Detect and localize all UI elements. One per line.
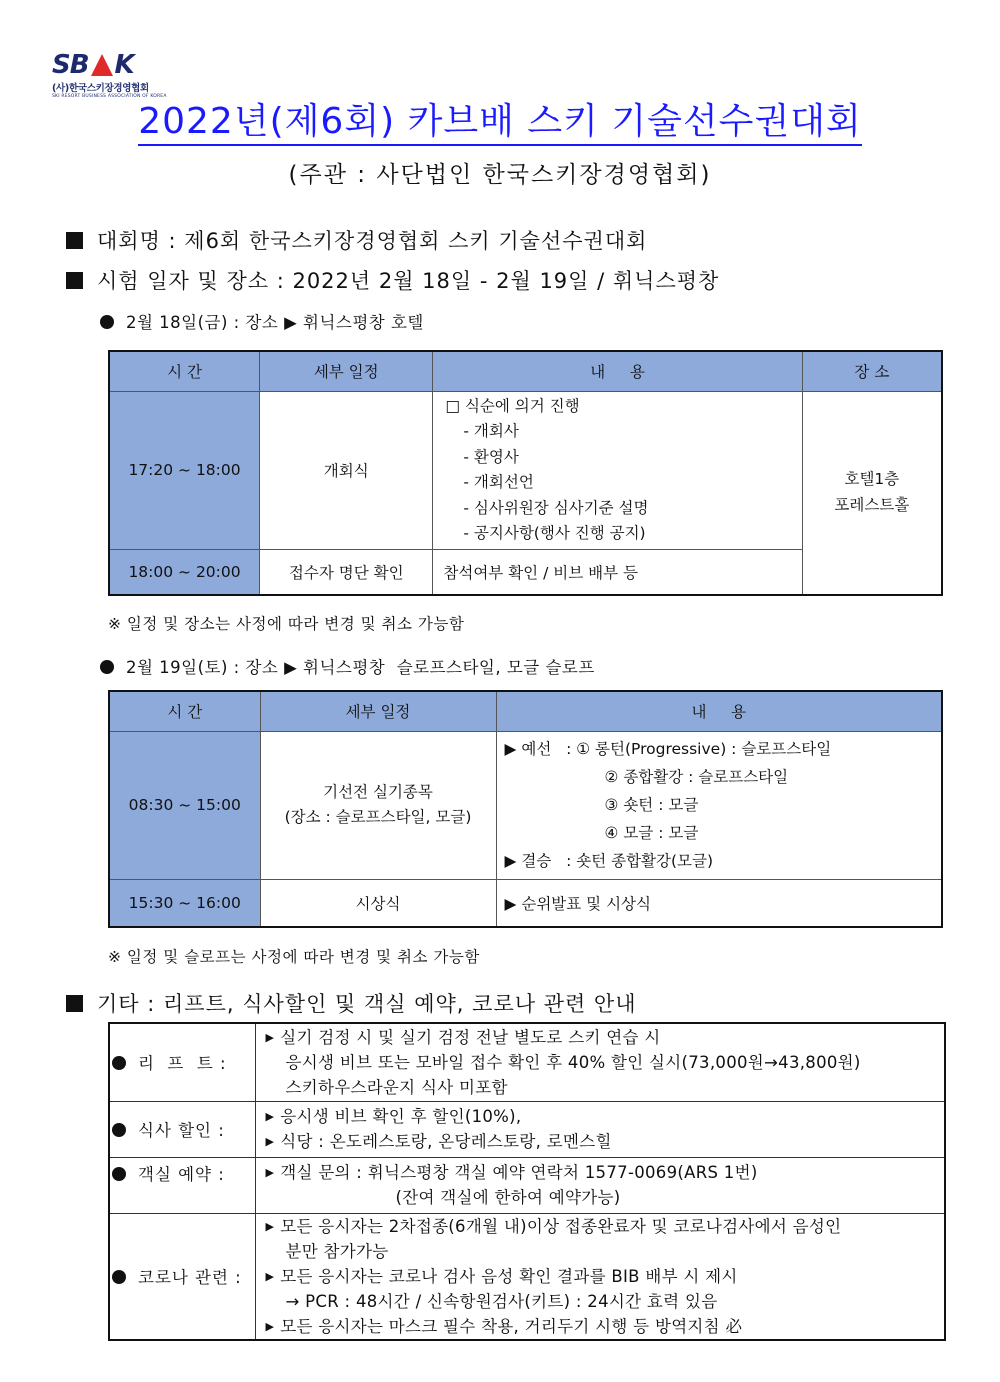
place-line: 호텔1층 [844,470,900,489]
content-cell [496,731,942,879]
logo-mark [52,52,180,78]
square-bullet-icon [66,232,83,249]
misc-line [266,1214,945,1239]
misc-label-text: 리 프 트 : [138,1054,227,1074]
circle-bullet-icon [100,660,114,674]
section-other [66,988,637,1018]
logo-org-eng: SKI RESORT BUSINESS ASSOCIATION OF KOREA [52,94,167,99]
misc-line-text: 실기 검정 시 및 실기 검정 전날 별도로 스키 연습 시 [280,1027,661,1047]
content-cell [433,391,802,549]
content-line: - 개회선언 [463,473,534,491]
place-line: 포레스트홀 [834,495,910,514]
misc-info-table [108,1022,946,1341]
content-line: - 환영사 [463,447,519,466]
logo-mark-right: K [114,50,134,80]
misc-line-text: 식당 : 온도레스토랑, 온당레스토랑, 로멘스힐 [280,1132,612,1151]
section-name [66,225,647,255]
detail-cell [260,731,496,879]
table-row [109,879,942,927]
misc-label-text: 식사 할인 : [138,1121,225,1140]
misc-line-text: 모든 응시자는 2차접종(6개월 내)이상 접종완료자 및 코로나검사에서 음성인 [280,1216,842,1236]
circle-bullet-icon [112,1123,126,1137]
page-subtitle: (주관 : 사단법인 한국스키장경영협회) [288,162,712,188]
time-cell: 18:00 ~ 20:00 [109,549,260,595]
detail-line: (장소 : 슬로프스타일, 모글) [284,808,472,826]
square-bullet-icon [66,995,83,1012]
section-name-text: 대회명 : 제6회 한국스키장경영협회 스키 기술선수권대회 [97,229,648,253]
header-cell-time: 시 간 [109,691,260,731]
misc-line [266,1129,945,1154]
misc-label [109,1023,255,1101]
misc-content [255,1023,945,1101]
page-title-wrap [0,100,1000,146]
day2-schedule-table [108,690,943,928]
circle-bullet-icon [100,315,114,329]
misc-line-text: 객실 문의 : 휘닉스평창 객실 예약 연락처 1577-0069(ARS 1번) [280,1163,758,1182]
content-cell: 참석여부 확인 / 비브 배부 등 [433,549,802,595]
misc-content [255,1213,945,1340]
day2-note: ※ 일정 및 슬로프는 사정에 따라 변경 및 취소 가능함 [108,948,480,966]
time-cell: 08:30 ~ 15:00 [109,731,260,879]
time-cell: 15:30 ~ 16:00 [109,879,260,927]
day1-schedule-table [108,350,943,596]
triangle-bullet-icon: ▶ [265,1166,275,1179]
content-line: ▶ 결승 : 숏턴 종합활강(모글) [504,852,714,870]
misc-line: 분만 참가가능 [285,1241,389,1261]
day2-heading [100,654,595,678]
detail-cell: 접수자 명단 확인 [260,549,433,595]
misc-label [109,1157,255,1213]
table-row-lift [109,1023,945,1101]
table-row-meal [109,1101,945,1157]
logo-mark-left: SB [52,50,89,80]
misc-line-text: 응시생 비브 확인 후 할인(10%), [280,1107,522,1126]
header-cell-content: 내 용 [433,351,802,391]
misc-line-text: 모든 응시자는 마스크 필수 착용, 거리두기 시행 등 방역지침 必 [280,1316,743,1336]
triangle-bullet-icon: ▶ [265,1319,275,1333]
misc-line: → PCR : 48시간 / 신속항원검사(키트) : 24시간 효력 있음 [285,1291,718,1311]
content-line: ② 종합활강 : 슬로프스타일 [604,768,789,786]
content-line: □ 식순에 의거 진행 [445,396,580,415]
logo-triangle-icon [91,54,113,76]
header-cell-time: 시 간 [109,351,260,391]
table-row-covid [109,1213,945,1340]
misc-line [266,1104,945,1129]
misc-line [266,1025,945,1050]
header-cell-place: 장 소 [802,351,942,391]
misc-line [266,1160,945,1185]
square-bullet-icon [66,272,83,289]
content-line: ④ 모글 : 모글 [604,824,699,842]
page-title: 2022년(제6회) 카브배 스키 기술선수권대회 [138,100,862,146]
header-cell-content: 내 용 [496,691,942,731]
content-line: ▶ 예선 : ① 롱턴(Progressive) : 슬로프스타일 [504,740,832,758]
content-line: - 심사위원장 심사기준 설명 [463,498,649,517]
misc-content [255,1101,945,1157]
table-header-row [109,351,942,391]
table-row [109,731,942,879]
detail-cell: 시상식 [260,879,496,927]
triangle-bullet-icon: ▶ [265,1135,275,1148]
misc-label-text: 객실 예약 : [138,1164,225,1184]
misc-line [266,1264,945,1289]
table-row-room [109,1157,945,1213]
circle-bullet-icon [112,1270,126,1284]
misc-line-text: 모든 응시자는 코로나 검사 음성 확인 결과를 BIB 배부 시 제시 [280,1266,738,1286]
misc-line: 응시생 비브 또는 모바일 접수 확인 후 40% 할인 실시(73,000원→43,800원) [285,1052,861,1072]
content-line: ③ 숏턴 : 모글 [604,796,699,814]
place-cell [802,391,942,595]
misc-label-text: 코로나 관련 : [138,1268,242,1287]
time-cell: 17:20 ~ 18:00 [109,391,260,549]
day2-heading-text: 2월 19일(토) : 장소 ▶ 휘닉스평창 슬로프스타일, 모글 슬로프 [126,658,595,677]
day1-note: ※ 일정 및 장소는 사정에 따라 변경 및 취소 가능함 [108,615,465,633]
misc-label [109,1213,255,1340]
misc-line: (잔여 객실에 한하여 예약가능) [395,1188,621,1207]
header-cell-detail: 세부 일정 [260,691,496,731]
circle-bullet-icon [112,1056,126,1070]
triangle-bullet-icon: ▶ [265,1110,275,1123]
day1-heading [100,309,424,333]
misc-line [266,1314,945,1339]
table-row [109,391,942,549]
org-logo [52,52,180,98]
detail-line: 기선전 실기종목 [323,782,433,801]
triangle-bullet-icon: ▶ [265,1219,275,1233]
day1-heading-text: 2월 18일(금) : 장소 ▶ 휘닉스평창 호텔 [126,313,424,332]
content-line: - 공지사항(행사 진행 공지) [463,524,646,542]
circle-bullet-icon [112,1167,126,1181]
table-header-row [109,691,942,731]
logo-org-name: (사)한국스키장경영협회 [52,83,149,94]
header-cell-detail: 세부 일정 [260,351,433,391]
triangle-bullet-icon: ▶ [265,1269,275,1283]
misc-line: 스키하우스라운지 식사 미포함 [285,1077,508,1097]
content-line: - 개회사 [463,422,519,440]
section-other-text: 기타 : 리프트, 식사할인 및 객실 예약, 코로나 관련 안내 [97,992,637,1016]
section-date-place-text: 시험 일자 및 장소 : 2022년 2월 18일 - 2월 19일 / 휘닉스평창 [97,269,720,293]
detail-cell: 개회식 [260,391,433,549]
section-date-place [66,265,719,295]
misc-content [255,1157,945,1213]
triangle-bullet-icon: ▶ [265,1030,275,1044]
misc-label [109,1101,255,1157]
content-cell: ▶ 순위발표 및 시상식 [496,879,942,927]
